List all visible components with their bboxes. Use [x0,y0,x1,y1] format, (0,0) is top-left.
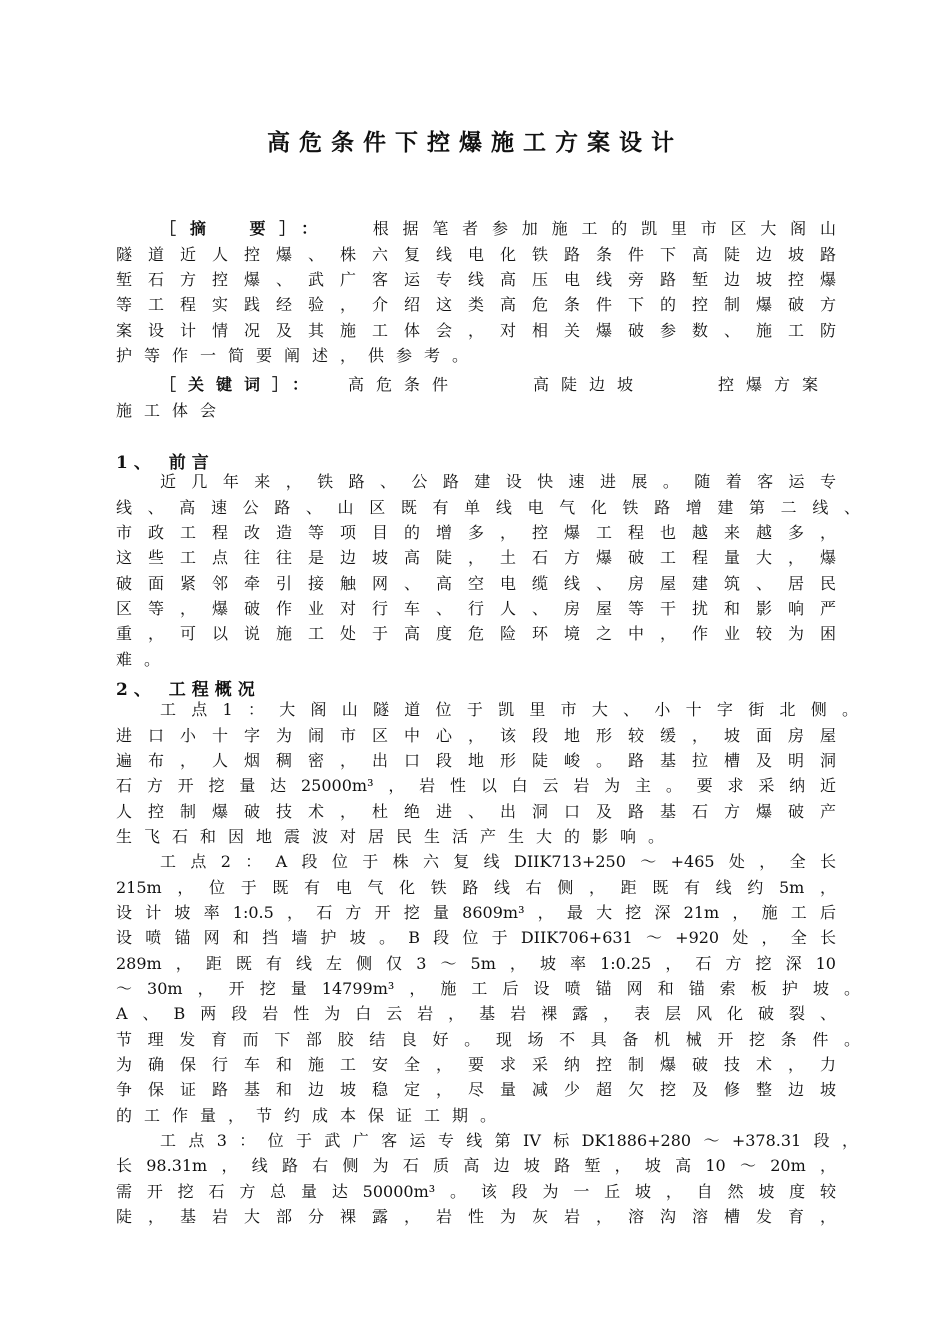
paragraph-line: 人控制爆破技术，杜绝进、出洞口及路基石方爆破产 [116,802,836,821]
paragraph-line: 线、高速公路、山区既有单线电气化铁路增建第二线、 [116,498,860,517]
paragraph-line: 长98.31m，线路右侧为石质高边坡路堑，坡高10～20m， [116,1156,836,1175]
abstract-line: 堑石方控爆、武广客运专线高压电线旁路堑边坡控爆 [116,270,836,289]
paragraph-line: 重，可以说施工处于高度危险环境之中，作业较为困 [116,624,836,643]
paragraph-line: 近几年来，铁路、公路建设快速进展。随着客运专 [160,472,836,491]
document-title: 高危条件下控爆施工方案设计 [267,130,683,156]
paragraph-line: A、B两段岩性为白云岩，基岩裸露，表层风化破裂、 [116,1004,836,1023]
paragraph-line: 设计坡率1:0.5，石方开挖量8609m³，最大挖深21m，施工后 [116,903,836,922]
keyword: 控爆方案 [718,375,831,394]
abstract-line: 隧道近人控爆、株六复线电化铁路条件下高陡边坡路 [116,245,836,264]
paragraph-line: 陡，基岩大部分裸露，岩性为灰岩，溶沟溶槽发育， [116,1207,836,1226]
paragraph-line: 生飞石和因地震波对居民生活产生大的影响。 [116,827,677,846]
paragraph-line: 破面紧邻牵引接触网、高空电缆线、房屋建筑、居民 [116,574,836,593]
paragraph-line: 的工作量，节约成本保证工期。 [116,1106,509,1125]
keyword: 高陡边坡 [533,375,646,394]
section-heading: 1、 前言 [116,453,215,473]
abstract-line: 案设计情况及其施工体会，对相关爆破参数、施工防 [116,321,836,340]
paragraph-line: 工点2：A段位于株六复线DIIK713+250～+465处，全长 [160,852,836,871]
keyword: 高危条件 [348,375,461,394]
abstract-line: 等工程实践经验，介绍这类高危条件下的控制爆破方 [116,295,836,314]
paragraph-line: 215m，位于既有电气化铁路线右侧，距既有线约5m， [116,878,836,897]
paragraph-line: 区等，爆破作业对行车、行人、房屋等干扰和影响严 [116,599,836,618]
section-heading: 2、 工程概况 [116,680,261,700]
abstract-line: 护等作一简要阐述，供参考。 [116,346,481,365]
paragraph-line: 需开挖石方总量达50000m³。该段为一丘坡，自然坡度较 [116,1182,836,1201]
paragraph-line: 这些工点往往是边坡高陡，土石方爆破工程量大，爆 [116,548,836,567]
keyword: 施工体会 [116,401,229,420]
paragraph-line: 遍布，人烟稠密，出口段地形陡峻。路基拉槽及明洞 [116,751,836,770]
paragraph-line: 289m，距既有线左侧仅3～5m，坡率1:0.25，石方挖深10 [116,954,836,973]
paragraph-line: 争保证路基和边坡稳定，尽量减少超欠挖及修整边坡 [116,1080,836,1099]
paragraph-line: 为确保行车和施工安全，要求采纳控制爆破技术，力 [116,1055,836,1074]
keywords-label: ［关键词］： [160,375,321,394]
paragraph-line: 进口小十字为闹市区中心，该段地形较缓，坡面房屋 [116,726,836,745]
abstract-text: 根据笔者参加施工的凯里市区大阁山 [358,219,836,238]
paragraph-line: 工点1：大阁山隧道位于凯里市大、小十字街北侧。 [160,700,858,719]
paragraph-line: 节理发育而下部胶结良好。现场不具备机械开挖条件。 [116,1030,860,1049]
abstract-label: ［摘 要］： [160,219,331,238]
paragraph-line: ～30m，开挖量14799m³，施工后设喷锚网和锚索板护坡。 [116,979,860,998]
paragraph-line: 设喷锚网和挡墙护坡。B段位于DIIK706+631～+920处，全长 [116,928,836,947]
abstract-line [160,220,836,238]
paragraph-line: 难。 [116,650,173,669]
paragraph-line: 石方开挖量达25000m³，岩性以白云岩为主。要求采纳近 [116,776,836,795]
paragraph-line: 工点3：位于武广客运专线第IV标DK1886+280～+378.31段， [160,1131,858,1150]
paragraph-line: 市政工程改造等项目的增多，控爆工程也越来越多， [116,523,836,542]
